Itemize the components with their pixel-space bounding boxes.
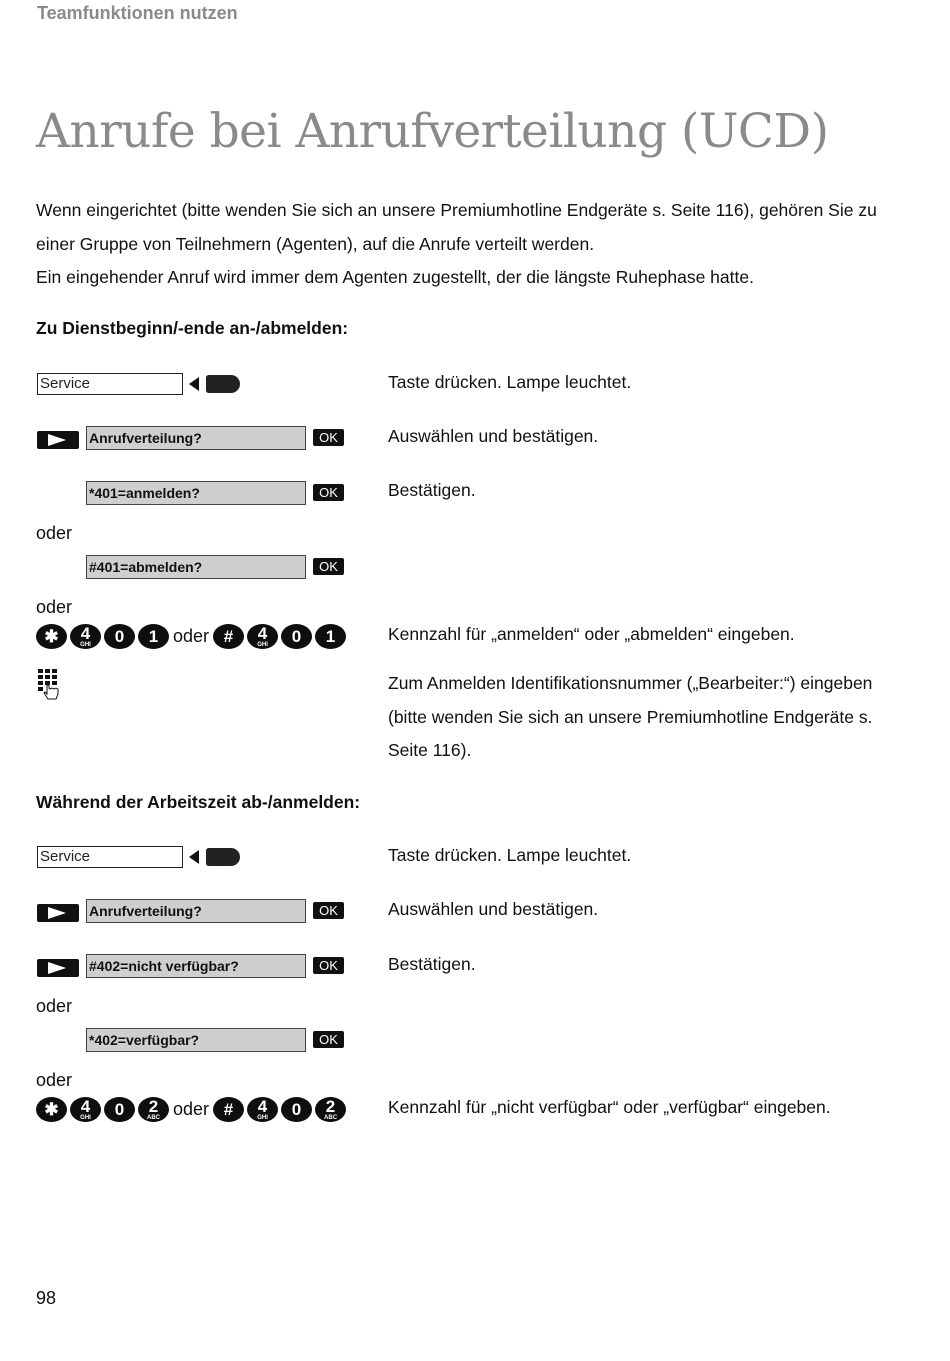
keypad-code-row xyxy=(36,623,346,649)
service-key-button[interactable] xyxy=(206,848,240,866)
display-anmelden: *401=anmelden? xyxy=(86,481,306,505)
arrow-right-key-icon[interactable] xyxy=(37,959,79,977)
key-4[interactable]: 4 GHI xyxy=(247,1097,278,1122)
arrow-right-key-icon[interactable] xyxy=(37,431,79,449)
display-verfuegbar: *402=verfügbar? xyxy=(86,1028,306,1052)
section2-heading: Während der Arbeitszeit ab-/anmelden: xyxy=(36,792,361,812)
intro-paragraph-1: Wenn eingerichtet (bitte wenden Sie sich an unsere Premiumhotline Endgeräte s. Seite 116), gehören Sie zu einer Gruppe von Teilnehmern (Agenten), auf die Anrufe verteilt werden. xyxy=(36,200,877,254)
section1-heading: Zu Dienstbeginn/-ende an-/abmelden: xyxy=(36,318,349,338)
page-title: Anrufe bei Anrufverteilung (UCD) xyxy=(36,104,829,159)
key-hash[interactable]: # xyxy=(213,1097,244,1122)
display-anrufverteilung: Anrufverteilung? xyxy=(86,426,306,450)
code-description: Kennzahl für „anmelden“ oder „abmelden“ eingeben. xyxy=(388,624,795,644)
oder-label: oder xyxy=(173,1098,210,1119)
key-2[interactable]: 2 ABC xyxy=(315,1097,346,1122)
keypad-icon xyxy=(37,668,61,700)
step-description: Auswählen und bestätigen. xyxy=(388,899,599,919)
key-star[interactable]: ✱ xyxy=(36,624,67,649)
display-abmelden: #401=abmelden? xyxy=(86,555,306,579)
page-number: 98 xyxy=(36,1288,57,1308)
id-description: Zum Anmelden Identifikationsnummer („Bearbeiter:“) eingeben (bitte wenden Sie sich an unsere Premiumhotline Endgeräte s. Seite 116). xyxy=(388,673,873,760)
key-0[interactable]: 0 xyxy=(281,1097,312,1122)
key-2[interactable]: 2 ABC xyxy=(138,1097,169,1122)
service-key-field[interactable]: Service xyxy=(37,373,183,395)
intro-paragraph-2: Ein eingehender Anruf wird immer dem Agenten zugestellt, der die längste Ruhephase hatte. xyxy=(36,267,754,287)
step-description: Taste drücken. Lampe leuchtet. xyxy=(388,845,632,865)
service-key-field[interactable]: Service xyxy=(37,846,183,868)
display-anrufverteilung: Anrufverteilung? xyxy=(86,899,306,923)
oder-label: oder xyxy=(36,523,73,543)
key-star[interactable]: ✱ xyxy=(36,1097,67,1122)
step-description: Auswählen und bestätigen. xyxy=(388,426,599,446)
oder-label: oder xyxy=(36,996,73,1016)
key-4[interactable]: 4 GHI xyxy=(70,624,101,649)
ok-button[interactable]: OK xyxy=(313,429,344,446)
running-head: Teamfunktionen nutzen xyxy=(37,3,238,23)
key-0[interactable]: 0 xyxy=(104,624,135,649)
oder-label: oder xyxy=(36,1070,73,1090)
step-description: Bestätigen. xyxy=(388,480,476,500)
intro-text xyxy=(36,194,896,295)
key-0[interactable]: 0 xyxy=(281,624,312,649)
lamp-icon xyxy=(189,850,199,864)
lamp-icon xyxy=(189,377,199,391)
step-description: Bestätigen. xyxy=(388,954,476,974)
ok-button[interactable]: OK xyxy=(313,957,344,974)
ok-button[interactable]: OK xyxy=(313,484,344,501)
key-4[interactable]: 4 GHI xyxy=(70,1097,101,1122)
oder-label: oder xyxy=(36,597,73,617)
ok-button[interactable]: OK xyxy=(313,1031,344,1048)
ok-button[interactable]: OK xyxy=(313,558,344,575)
step-description: Taste drücken. Lampe leuchtet. xyxy=(388,372,632,392)
key-4[interactable]: 4 GHI xyxy=(247,624,278,649)
key-1[interactable]: 1 xyxy=(315,624,346,649)
ok-button[interactable]: OK xyxy=(313,902,344,919)
oder-label: oder xyxy=(173,625,210,646)
service-key-button[interactable] xyxy=(206,375,240,393)
code-description: Kennzahl für „nicht verfügbar“ oder „verfügbar“ eingeben. xyxy=(388,1097,831,1117)
key-0[interactable]: 0 xyxy=(104,1097,135,1122)
display-nicht-verfuegbar: #402=nicht verfügbar? xyxy=(86,954,306,978)
key-hash[interactable]: # xyxy=(213,624,244,649)
keypad-code-row xyxy=(36,1096,346,1122)
arrow-right-key-icon[interactable] xyxy=(37,904,79,922)
key-1[interactable]: 1 xyxy=(138,624,169,649)
